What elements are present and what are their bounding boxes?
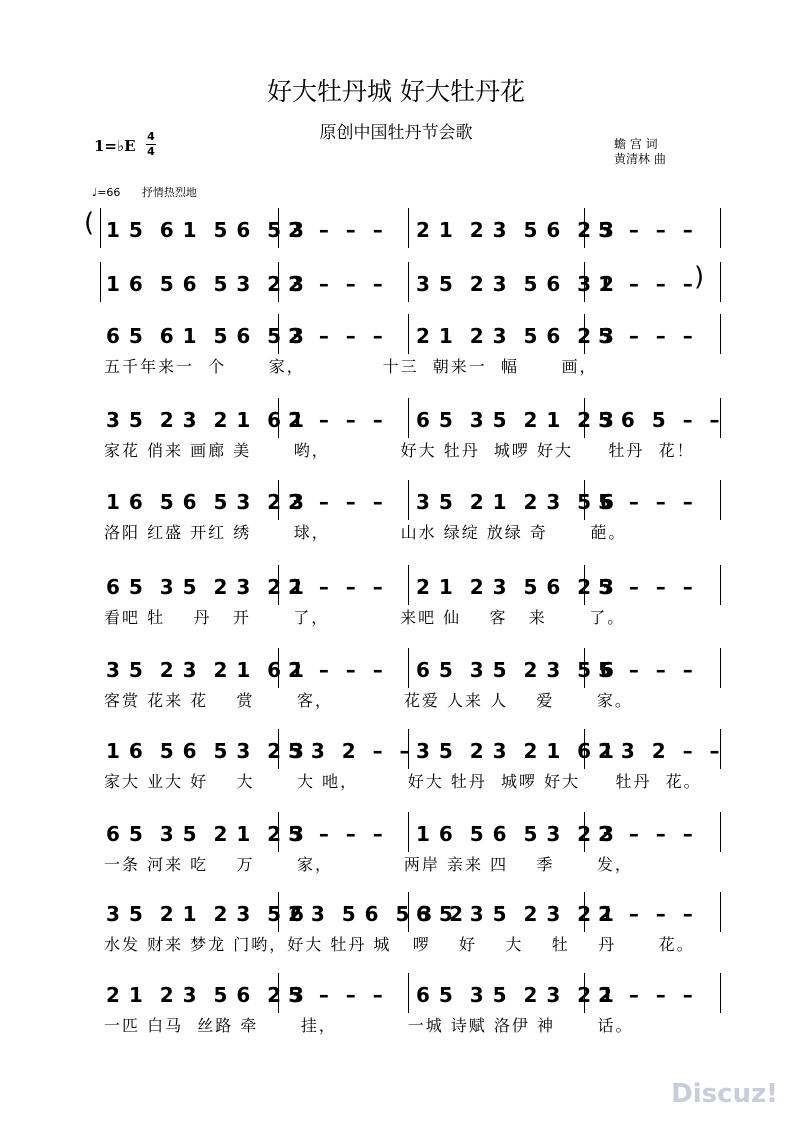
notation-row xyxy=(100,812,720,846)
measure: 6 5 3 5 2 1 2 3 xyxy=(106,822,305,846)
measure: 2 1 2 3 5 6 2 3 xyxy=(106,983,305,1007)
measure: 2 – – – xyxy=(598,902,694,926)
meter-top: 4 xyxy=(147,130,155,143)
measure: 2 1 2 3 5 6 2 3 xyxy=(416,575,615,599)
notation-row xyxy=(100,648,720,682)
measure: 6 5 3 5 2 3 5 6 xyxy=(416,658,615,682)
measure: 5 – – – xyxy=(288,822,384,846)
measure: 5 – – – xyxy=(598,218,694,242)
measure: 1 5 6 1 5 6 5 3 xyxy=(106,218,305,242)
measure: 3 5 2 3 5 6 3 2 xyxy=(416,272,615,296)
tempo-marking xyxy=(92,184,197,200)
bar-line xyxy=(100,208,101,248)
bar-line xyxy=(408,812,409,852)
watermark-logo: Discuz! xyxy=(671,1079,778,1109)
bar-line xyxy=(408,262,409,302)
lyric-line: 一匹 白马 丝路 牵 挂， 一城 诗赋 洛伊 神 话。 xyxy=(104,1016,634,1035)
measure: 5 – – – xyxy=(598,575,694,599)
bar-line xyxy=(720,208,721,248)
measure: 1 6 5 6 5 3 2 3 xyxy=(106,739,305,763)
measure: 6 5 3 5 2 3 2 1 xyxy=(416,983,615,1007)
measure: 3 5 2 3 2 1 6 1 xyxy=(106,658,305,682)
measure: 2 – – – xyxy=(288,658,384,682)
measure: 2 – – – xyxy=(288,218,384,242)
measure: 6 5 3 5 2 3 2 1 xyxy=(106,575,305,599)
bar-line xyxy=(720,973,721,1013)
bar-line xyxy=(720,314,721,354)
lyric-line: 看吧 牡 丹 开 了， 来吧 仙 客 来 了。 xyxy=(104,608,626,627)
measure: 3 5 2 3 2 1 6 1 xyxy=(416,739,615,763)
bar-line xyxy=(408,480,409,520)
measure: 2 – – – xyxy=(288,490,384,514)
expression-marking: 抒情热烈地 xyxy=(141,186,197,199)
lyricist: 蟾 宫 词 xyxy=(614,137,658,151)
measure: 2 – – – xyxy=(288,408,384,432)
bar-line xyxy=(720,565,721,605)
measure: 3 5 2 1 2 3 5 6 xyxy=(106,902,305,926)
measure: 3 5 2 3 2 1 6 1 xyxy=(106,408,305,432)
measure: 1 – – – xyxy=(598,272,694,296)
measure: 1 6 5 6 5 3 2 3 xyxy=(106,490,305,514)
lyric-line: 一条 河来 吃 万 家， 两岸 亲来 四 季 发， xyxy=(104,855,633,874)
notation-row xyxy=(100,480,720,514)
bar-line xyxy=(720,648,721,688)
bar-line xyxy=(720,262,721,302)
lyric-line: 水发 财来 梦龙 门哟，好大 牡丹 城 啰 好 大 牡 丹 花。 xyxy=(104,935,695,954)
measure: 6 5 6 1 5 6 5 3 xyxy=(106,324,305,348)
notation-row xyxy=(100,892,720,926)
lyric-line: 客赏 花来 花 赏 客， 花爱 人来 人 爱 家。 xyxy=(104,691,633,710)
bar-line xyxy=(100,262,101,302)
notation-row xyxy=(100,729,720,763)
measure: 2 1 2 3 5 6 2 3 xyxy=(416,324,615,348)
measure: 5 3 2 – – xyxy=(288,739,411,763)
tempo-value: ♩=66 xyxy=(92,186,121,199)
meter-bottom: 4 xyxy=(147,145,155,158)
bar-line xyxy=(720,812,721,852)
bar-line xyxy=(408,973,409,1013)
bar-line xyxy=(720,480,721,520)
measure: 2 3 2 – – xyxy=(598,739,721,763)
notation-row xyxy=(100,314,720,348)
credits xyxy=(614,137,666,167)
notation-row xyxy=(100,973,720,1007)
measure: 3 5 2 1 2 3 5 6 xyxy=(416,490,615,514)
intro-close-paren: ) xyxy=(694,262,705,292)
measure: 2 – – – xyxy=(288,324,384,348)
bar-line xyxy=(720,892,721,932)
time-signature xyxy=(146,131,156,158)
intro-open-paren: ( xyxy=(84,208,95,238)
lyric-line: 家大 业大 好 大 大 吔， 好大 牡丹 城啰 好大 牡丹 花。 xyxy=(104,772,702,791)
measure: 5 – – – xyxy=(598,658,694,682)
bar-line xyxy=(408,398,409,438)
measure: 5 – – – xyxy=(598,324,694,348)
measure: 2 3 5 6 5 3 2 xyxy=(288,902,465,926)
measure: 1 6 5 6 5 3 2 3 xyxy=(416,822,615,846)
song-title: 好大牡丹城 好大牡丹花 xyxy=(267,77,525,106)
bar-line xyxy=(408,648,409,688)
measure: 5 – – – xyxy=(598,490,694,514)
measure: 2 – – – xyxy=(288,575,384,599)
measure: 6 5 3 5 2 1 2 3 xyxy=(416,408,615,432)
measure: 5 – – – xyxy=(288,983,384,1007)
key-signature: 1=♭E xyxy=(94,137,136,155)
measure: 2 1 2 3 5 6 2 3 xyxy=(416,218,615,242)
measure: 2 – – – xyxy=(288,272,384,296)
notation-row xyxy=(100,398,720,432)
measure: 2 – – – xyxy=(598,822,694,846)
measure: 6 5 3 5 2 3 2 1 xyxy=(416,902,615,926)
lyric-line: 五千年来一 个 家， 十三 朝来一 幅 画， xyxy=(104,357,598,376)
lyric-line: 家花 俏来 画廊 美 哟， 好大 牡丹 城啰 好大 牡丹 花！ xyxy=(104,441,695,460)
lyric-line: 洛阳 红盛 开红 绣 球， 山水 绿绽 放绿 奇 葩。 xyxy=(104,523,627,542)
bar-line xyxy=(408,565,409,605)
measure: 1 6 5 6 5 3 2 3 xyxy=(106,272,305,296)
notation-row xyxy=(100,262,720,296)
bar-line xyxy=(408,314,409,354)
notation-row xyxy=(100,208,720,242)
notation-row xyxy=(100,565,720,599)
bar-line xyxy=(408,208,409,248)
song-subtitle: 原创中国牡丹节会歌 xyxy=(319,123,473,143)
measure: 2 – – – xyxy=(598,983,694,1007)
measure: 5 6 5 – – xyxy=(598,408,721,432)
composer: 黄清林 曲 xyxy=(614,152,666,166)
